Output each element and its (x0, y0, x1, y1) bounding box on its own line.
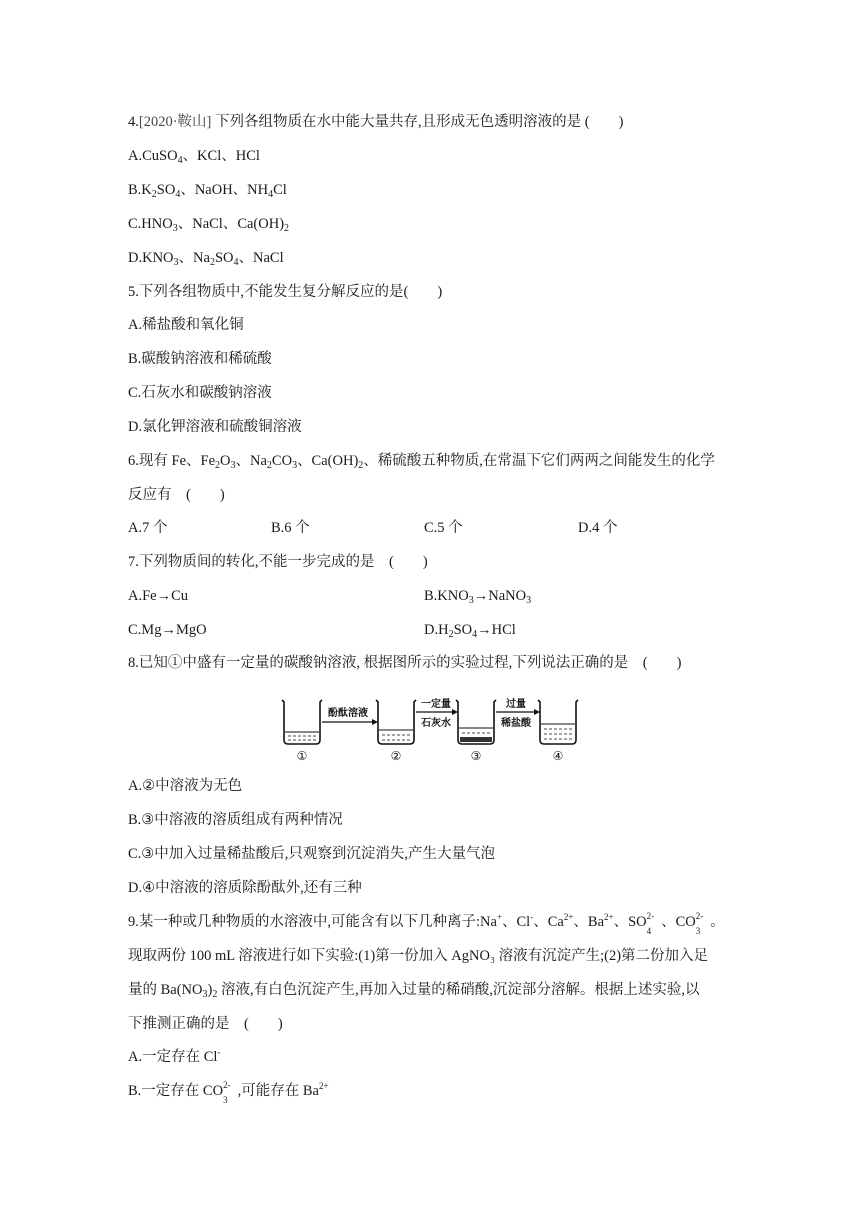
q6-option-a: A.7 个 (128, 520, 168, 536)
q6-option-b: B.6 个 (271, 520, 310, 536)
q9-option-a: A.一定存在 Cl- (128, 1047, 221, 1065)
q4-stem (128, 112, 623, 132)
q8-option-d: D.④中溶液的溶质除酚酞外,还有三种 (128, 880, 362, 896)
q8-stem: 8.已知①中盛有一定量的碳酸钠溶液, 根据图所示的实验过程,下列说法正确的是 ( ) (128, 655, 682, 671)
q8-option-b: B.③中溶液的溶质组成有两种情况 (128, 812, 343, 828)
q5-option-c: C.石灰水和碳酸钠溶液 (128, 385, 272, 401)
beaker-2-label: ② (390, 749, 402, 763)
q7-option-c: C.Mg→MgO (128, 622, 207, 638)
beaker-4-label: ④ (552, 749, 564, 763)
q5-option-d: D.氯化钾溶液和硫酸铜溶液 (128, 419, 302, 435)
q6-option-c: C.5 个 (424, 520, 463, 536)
beaker-1-label: ① (296, 749, 308, 763)
beaker-4 (538, 700, 578, 744)
q4-option-a: A.CuSO$_4$、KCl、HCl (128, 148, 260, 166)
arrow-1-label: 酚酞溶液 (328, 708, 368, 719)
q4-option-b: $B.K_2SO_4$、NaOH、$NH_4Cl$ (128, 182, 287, 200)
q6-option-d: D.4 个 (578, 520, 618, 536)
q8-option-a: A.②中溶液为无色 (128, 778, 243, 794)
q7-stem: 7.下列物质间的转化,不能一步完成的是 ( ) (128, 554, 428, 570)
q7-option-d: $D.H_2SO_4\to HCl$ (424, 622, 516, 640)
q4-stem-text: 下列各组物质在水中能大量共存,且形成无色透明溶液的是 ( ) (211, 114, 624, 130)
q9-stem-line1: 9.某一种或几种物质的水溶液中,可能含有以下几种离子:Na+、Cl-、$Ca^{2+}$、$Ba^{2+}$、SO 2- 4 、CO 2- 3 。 (128, 911, 725, 936)
q8-option-c: C.③中加入过量稀盐酸后,只观察到沉淀消失,产生大量气泡 (128, 846, 496, 862)
arrow-2-label-top: 一定量 (421, 699, 451, 710)
beaker-2 (376, 700, 416, 744)
arrow-3-label-top: 过量 (506, 699, 526, 710)
q6-stem-line1: 6.现有 Fe、$Fe_2O_3$、$Na_2CO_3$、$Ca(OH)_2$、稀硫酸五种物质,在常温下它们两两之间能发生的化学 (128, 453, 715, 471)
q9-stem-line4: 下推测正确的是 ( ) (128, 1016, 283, 1032)
q4-number: 4. (128, 114, 139, 130)
q4-option-d: $D.KNO_3$、$Na_2SO_4$、NaCl (128, 250, 284, 268)
q7-option-a: A.Fe→Cu (128, 588, 189, 604)
beaker-1 (282, 700, 322, 744)
q8-experiment-diagram (272, 688, 586, 764)
q5-option-b: B.碳酸钠溶液和稀硫酸 (128, 351, 272, 367)
q5-stem: 5.下列各组物质中,不能发生复分解反应的是( ) (128, 284, 443, 300)
q4-source-tag: [2020·鞍山] (138, 114, 212, 130)
beaker-3-label: ③ (470, 749, 482, 763)
arrow-2-label-bottom: 石灰水 (421, 718, 451, 729)
beaker-3 (456, 700, 496, 744)
q4-option-c: $C.HNO_3$、NaCl、$Ca(OH)_2$ (128, 216, 290, 234)
q9-stem-line2: 现取两份 100 mL 溶液进行如下实验:(1)第一份加入 AgNO₃ 溶液有沉淀产生;(2)第二份加入足 (128, 948, 709, 964)
q9-option-b: B.一定存在 CO 2- 3 ,可能存在 $Ba^{2+}$ (128, 1080, 329, 1105)
q9-stem-line3: 量的 $Ba(NO_3)_2$ 溶液,有白色沉淀产生,再加入过量的稀硝酸,沉淀部分溶解。根据上述实验,以 (128, 982, 700, 1000)
q6-stem-line2: 反应有 ( ) (128, 487, 225, 503)
q5-option-a: A.稀盐酸和氧化铜 (128, 317, 244, 333)
q7-option-b: $B.KNO_3\to NaNO_3$ (424, 588, 532, 606)
arrow-3-label-bottom: 稀盐酸 (501, 718, 531, 729)
